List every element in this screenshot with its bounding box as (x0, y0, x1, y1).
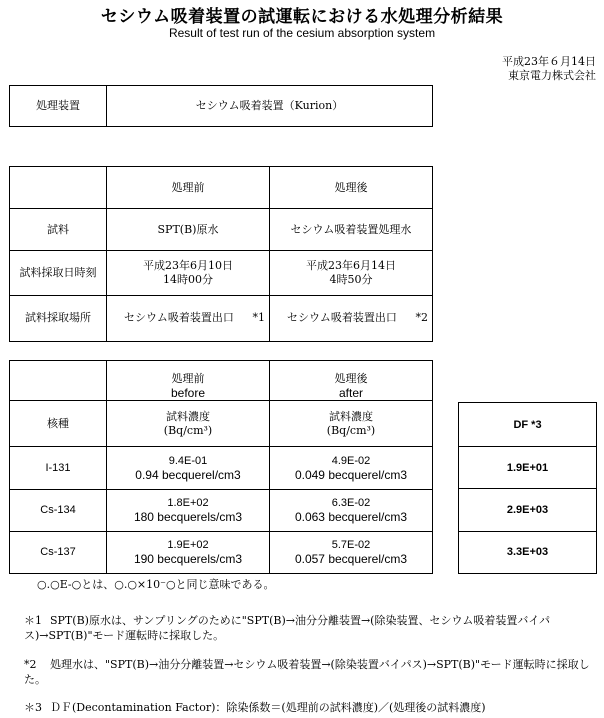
before-value-cell (107, 531, 270, 573)
table-row (459, 489, 597, 531)
result-before-jp: 処理前 (171, 372, 205, 386)
nuclide-cell: I-131 (10, 447, 107, 489)
df-value: 3.3E+03 (459, 531, 597, 573)
page-title: セシウム吸着装置の試運転における水処理分析結果 (100, 7, 504, 27)
location-before (107, 295, 270, 341)
datetime-before-time: 14時00分 (163, 273, 213, 287)
before-value-en: 180 becquerels/cm3 (133, 510, 243, 525)
df-header: DF *3 (459, 403, 597, 447)
row-label-sample: 試料 (10, 209, 107, 251)
table-row (459, 447, 597, 489)
nuclide-header: 核種 (10, 401, 107, 447)
footnote-2-mark: *2 (24, 658, 37, 671)
row-label-location: 試料採取場所 (10, 295, 107, 341)
after-value-en: 0.057 becquerel/cm3 (294, 552, 408, 567)
datetime-after (270, 251, 433, 295)
footnote-1-mark: ＊1 (24, 614, 42, 627)
location-after-note: *2 (415, 311, 428, 325)
after-value-cell (270, 489, 433, 531)
footnote-1-text: SPT(B)原水は、サンプリングのために"SPT(B)→油分分離装置→(除染装置、セシウム吸着装置バイパス)→SPT(B)"モード運転時に採取した。 (24, 614, 551, 642)
before-value-en: 190 becquerels/cm3 (133, 552, 243, 567)
page-subtitle: Result of test run of the cesium absorption system (168, 26, 436, 40)
df-table (458, 402, 597, 574)
conc-after-header (270, 401, 433, 447)
footnote-1 (24, 613, 600, 643)
after-value-en: 0.063 becquerel/cm3 (294, 510, 408, 525)
after-value: 6.3E-02 (331, 497, 371, 510)
nuclide-cell: Cs-134 (10, 489, 107, 531)
result-before-en: before (170, 386, 206, 401)
device-table (9, 85, 433, 127)
organization-name: 東京電力株式会社 (508, 69, 596, 82)
datetime-after-date: 平成23年6月14日 (306, 259, 396, 273)
footnote-3-mark: ＊3 (24, 701, 42, 714)
before-value-cell (107, 447, 270, 489)
location-before-text: セシウム吸着装置出口 (124, 311, 234, 325)
result-before-header (107, 361, 270, 401)
sample-corner-cell (10, 167, 107, 209)
df-value: 1.9E+01 (459, 447, 597, 489)
conc-before-header (107, 401, 270, 447)
result-after-header (270, 361, 433, 401)
location-after (270, 295, 433, 341)
table-row (10, 489, 433, 531)
datetime-before (107, 251, 270, 295)
after-value-cell (270, 447, 433, 489)
before-value-en: 0.94 becquerel/cm3 (135, 467, 241, 482)
footnote-2-text: 処理水は、"SPT(B)→油分分離装置→セシウム吸着装置→(除染装置バイパス)→SPT(B)"モード運転時に採取した。 (24, 658, 590, 686)
location-after-text: セシウム吸着装置出口 (287, 311, 397, 325)
table-row (10, 447, 433, 489)
conc-before-label: 試料濃度 (166, 409, 210, 423)
footnote-3 (24, 700, 600, 715)
col-after-header: 処理後 (270, 167, 433, 209)
before-value-cell (107, 489, 270, 531)
footnote-2 (24, 657, 600, 687)
conc-after-unit: (Bq/cm³) (326, 423, 376, 437)
result-after-jp: 処理後 (334, 372, 368, 386)
before-value: 1.9E+02 (167, 539, 209, 552)
sample-table (9, 166, 433, 342)
after-value: 5.7E-02 (331, 539, 371, 552)
datetime-before-date: 平成23年6月10日 (143, 259, 233, 273)
after-value: 4.9E-02 (331, 454, 371, 467)
result-after-en: after (338, 386, 363, 401)
col-before-header: 処理前 (107, 167, 270, 209)
table-row (10, 531, 433, 573)
nuclide-cell: Cs-137 (10, 531, 107, 573)
after-value-cell (270, 531, 433, 573)
device-value: セシウム吸着装置（Kurion） (107, 86, 433, 127)
sample-before: SPT(B)原水 (107, 209, 270, 251)
exponent-note: ○.○E-○とは、○.○×10⁻○と同じ意味である。 (37, 578, 275, 591)
conc-after-label: 試料濃度 (329, 409, 373, 423)
before-value: 1.8E+02 (167, 497, 209, 510)
result-corner-cell (10, 361, 107, 401)
table-row (459, 531, 597, 573)
location-before-note: *1 (252, 311, 265, 325)
sample-after: セシウム吸着装置処理水 (270, 209, 433, 251)
footnote-3-text: ＤＦ(Decontamination Factor)：除染係数＝(処理前の試料濃度)／(処理後の試料濃度) (50, 701, 486, 714)
result-table (9, 360, 433, 574)
before-value: 9.4E-01 (168, 454, 208, 467)
device-label: 処理装置 (10, 86, 107, 127)
after-value-en: 0.049 becquerel/cm3 (294, 467, 408, 482)
report-date: 平成23年６月14日 (502, 55, 596, 68)
datetime-after-time: 4時50分 (329, 273, 373, 287)
row-label-datetime: 試料採取日時刻 (10, 251, 107, 295)
df-value: 2.9E+03 (459, 489, 597, 531)
conc-before-unit: (Bq/cm³) (163, 423, 213, 437)
